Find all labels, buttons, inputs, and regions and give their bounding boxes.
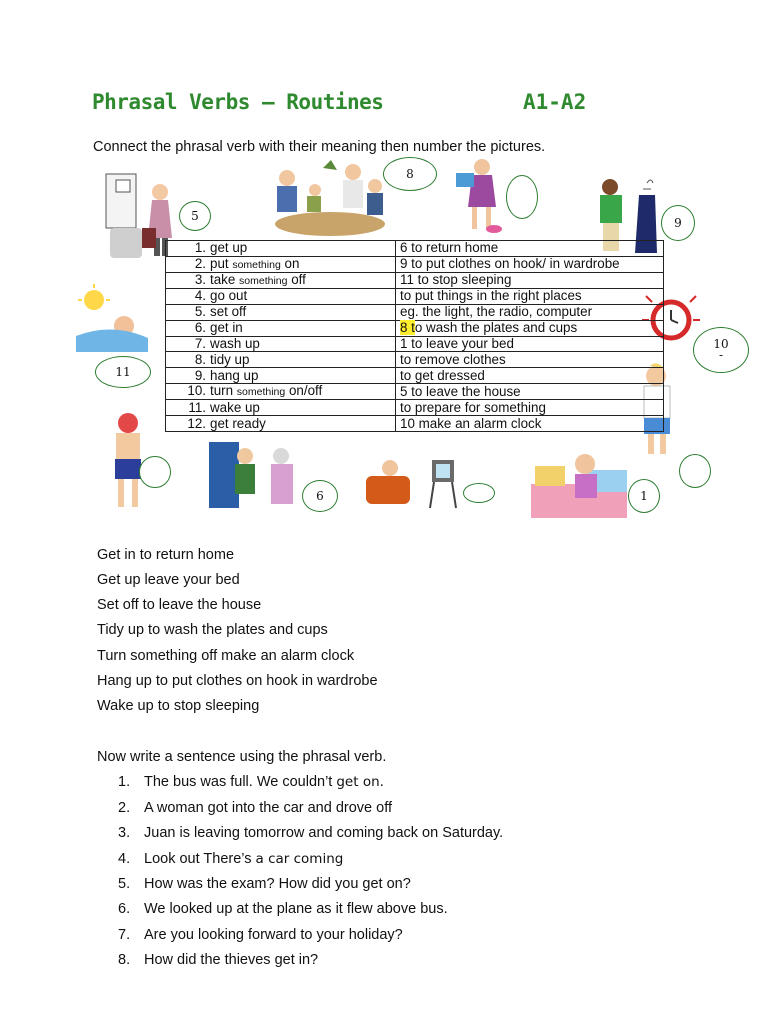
sentence-item: 6. We looked up at the plane as it flew above bus. xyxy=(118,901,448,917)
instruction-text: Connect the phrasal verb with their meaning then number the pictures. xyxy=(93,139,546,155)
table-row: 12. get ready 10 make an alarm clock xyxy=(166,416,664,432)
answer-line: Turn something off make an alarm clock xyxy=(97,648,355,664)
answer-line: Hang up to put clothes on hook in wardrobe xyxy=(97,673,378,689)
table-row: 5. set off eg. the light, the radio, computer xyxy=(166,304,664,320)
sentence-item: 5. How was the exam? How did you get on? xyxy=(118,876,411,892)
circle-empty-right xyxy=(679,454,711,488)
circle-10-number: 10 xyxy=(713,337,729,351)
table-row: 1. get up 6 to return home xyxy=(166,241,664,257)
table-row: 2. put something on 9 to put clothes on hook/ in wardrobe xyxy=(166,256,664,272)
table-row: 4. go out to put things in the right places xyxy=(166,288,664,304)
answer-line: Wake up to stop sleeping xyxy=(97,698,260,714)
circle-10-dash: - xyxy=(718,348,724,362)
circle-empty-top xyxy=(506,175,538,219)
circle-9: 9 xyxy=(661,205,695,241)
sentence-prompt: Now write a sentence using the phrasal verb. xyxy=(97,749,387,765)
table-row: 6. get in 8 to wash the plates and cups xyxy=(166,320,664,336)
level-label: A1-A2 xyxy=(523,90,587,114)
family-dinner-illustration xyxy=(265,160,395,240)
table-row: 10. turn something on/off 5 to leave the house xyxy=(166,384,664,400)
matching-table xyxy=(165,240,664,432)
circle-6: 6 xyxy=(302,480,338,512)
circle-10 xyxy=(693,327,749,373)
answer-line: Get in to return home xyxy=(97,547,235,563)
table-row: 9. hang up to get dressed xyxy=(166,368,664,384)
sentence-item: 1. The bus was full. We couldn’t get on. xyxy=(118,774,384,790)
tidy-up-illustration xyxy=(450,155,510,235)
circle-empty-tv xyxy=(463,483,495,503)
circle-8: 8 xyxy=(383,157,437,191)
circle-11: 11 xyxy=(95,356,151,388)
circle-empty-dressed xyxy=(139,456,171,488)
sleeping-child-illustration xyxy=(72,282,152,357)
couple-at-door-illustration xyxy=(205,440,305,512)
answer-line: Set off to leave the house xyxy=(97,597,262,613)
sentence-item: 8. How did the thieves get in? xyxy=(118,952,319,968)
table-row: 11. wake up to prepare for something xyxy=(166,400,664,416)
watching-tv-illustration xyxy=(360,452,460,512)
worksheet-title: Phrasal Verbs – Routines xyxy=(92,90,384,114)
sentence-item: 7. Are you looking forward to your holiday? xyxy=(118,927,403,943)
table-row: 3. take something off 11 to stop sleeping xyxy=(166,272,664,288)
circle-1: 1 xyxy=(628,479,660,513)
circle-5: 5 xyxy=(179,201,211,231)
answer-line: Get up leave your bed xyxy=(97,572,240,588)
sentence-item: 2. A woman got into the car and drove off xyxy=(118,800,393,816)
waking-up-girl-illustration xyxy=(527,440,632,522)
sentence-item: 4. Look out There’s a car coming xyxy=(118,851,344,867)
sentence-item: 3. Juan is leaving tomorrow and coming back on Saturday. xyxy=(118,825,504,841)
table-row: 8. tidy up to remove clothes xyxy=(166,352,664,368)
answer-line: Tidy up to wash the plates and cups xyxy=(97,622,328,638)
table-row: 7. wash up 1 to leave your bed xyxy=(166,336,664,352)
